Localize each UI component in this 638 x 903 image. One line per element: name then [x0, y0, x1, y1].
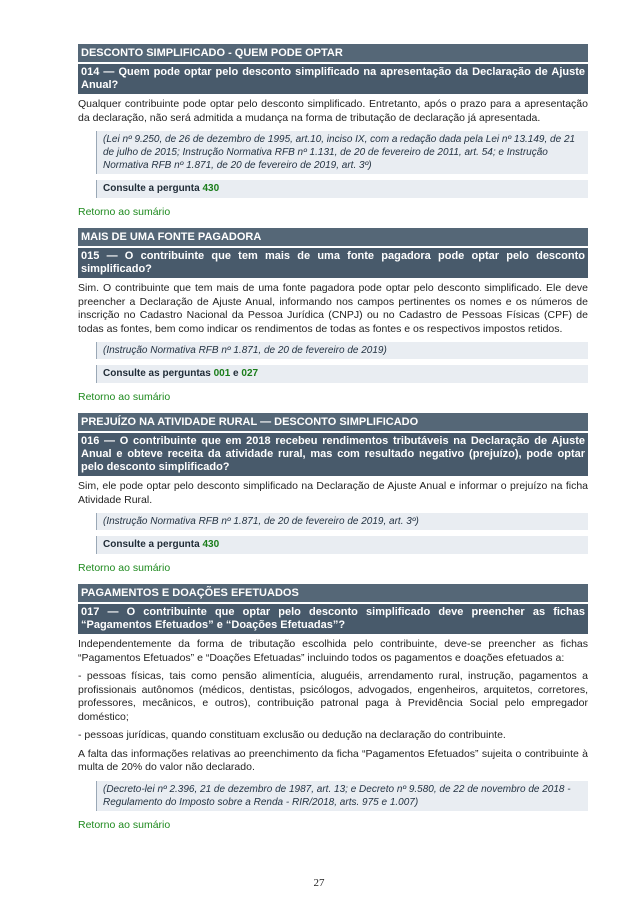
back-to-summary-link[interactable]: Retorno ao sumário: [78, 206, 171, 218]
category-header: DESCONTO SIMPLIFICADO - QUEM PODE OPTAR: [78, 44, 588, 62]
category-header: PREJUÍZO NA ATIVIDADE RURAL — DESCONTO SIMPLIFICADO: [78, 413, 588, 431]
category-header: PAGAMENTOS E DOAÇÕES EFETUADOS: [78, 584, 588, 602]
answer-paragraph: - pessoas físicas, tais como pensão alimentícia, aluguéis, arrendamento rural, instrução, pagamentos a profissionais autônomos (médicos, dentistas, psicólogos, advogados, engenheiros, arquitetos, corretores, professores, mecânicos, e outros), contribuição patronal paga à Previdência Social pelo empregador doméstico;: [78, 670, 588, 723]
question-link-430[interactable]: 430: [202, 183, 220, 194]
consult-note: [96, 180, 588, 198]
legal-reference: (Instrução Normativa RFB nº 1.871, de 20 de fevereiro de 2019, art. 3º): [96, 513, 588, 530]
question-header: 015 — O contribuinte que tem mais de uma fonte pagadora pode optar pelo desconto simplificado?: [78, 248, 588, 278]
question-header: 014 — Quem pode optar pelo desconto simplificado na apresentação da Declaração de Ajuste Anual?: [78, 64, 588, 94]
faq-section-016: [78, 413, 588, 574]
faq-section-015: [78, 228, 588, 403]
question-link-430[interactable]: 430: [202, 539, 220, 550]
legal-reference: (Decreto-lei nº 2.396, 21 de dezembro de 1987, art. 13; e Decreto nº 9.580, de 22 de novembro de 2018 - Regulamento do Imposto sobre a Renda - RIR/2018, arts. 975 e 1.007): [96, 781, 588, 811]
faq-section-017: [78, 584, 588, 831]
consult-prefix: Consulte as perguntas: [103, 368, 214, 379]
consult-note: [96, 536, 588, 554]
answer-paragraph: Sim, ele pode optar pelo desconto simplificado na Declaração de Ajuste Anual e informar o prejuízo na ficha Atividade Rural.: [78, 480, 588, 506]
back-to-summary-link[interactable]: Retorno ao sumário: [78, 562, 171, 574]
consult-note: [96, 365, 588, 383]
question-header: 017 — O contribuinte que optar pelo desconto simplificado deve preencher as fichas “Pagamentos Efetuados” e “Doações Efetuadas”?: [78, 604, 588, 634]
question-link-001[interactable]: 001: [213, 368, 231, 379]
legal-reference: (Lei nº 9.250, de 26 de dezembro de 1995, art.10, inciso IX, com a redação dada pela Lei nº 13.149, de 21 de julho de 2015; Instrução Normativa RFB nº 1.131, de 20 de fevereiro de 2011, art. 54; e Instrução Normativa RFB nº 1.871, de 20 de fevereiro de 2019, art. 3º): [96, 131, 588, 174]
consult-prefix: Consulte a pergunta: [103, 539, 203, 550]
faq-section-014: [78, 44, 588, 218]
answer-text: [78, 98, 588, 125]
document-page: [78, 44, 588, 841]
page-number: 27: [313, 877, 325, 889]
question-header: 016 — O contribuinte que em 2018 recebeu rendimentos tributáveis na Declaração de Ajuste Anual e obteve receita da atividade rural, mas com resultado negativo (prejuízo), pode optar pelo desconto simplificado?: [78, 433, 588, 476]
answer-paragraph: Qualquer contribuinte pode optar pelo desconto simplificado. Entretanto, após o prazo para a apresentação da declaração, não será admitida a mudança na forma de tributação de declaração já apresentada.: [78, 98, 588, 124]
answer-paragraph: - pessoas jurídicas, quando constituam exclusão ou dedução na declaração do contribuinte.: [78, 729, 506, 741]
consult-conjunction: e: [230, 368, 242, 379]
answer-paragraph: Independentemente da forma de tributação escolhida pelo contribuinte, deve-se preencher as fichas “Pagamentos Efetuados” e “Doações Efetuadas” incluindo todos os pagamentos e doações efetuados a:: [78, 638, 588, 664]
back-to-summary-link[interactable]: Retorno ao sumário: [78, 391, 171, 403]
answer-paragraph: A falta das informações relativas ao preenchimento da ficha “Pagamentos Efetuados” sujeita o contribuinte à multa de 20% do valor não declarado.: [78, 747, 588, 773]
category-header: MAIS DE UMA FONTE PAGADORA: [78, 228, 588, 246]
question-link-027[interactable]: 027: [241, 368, 259, 379]
answer-text: [78, 282, 588, 336]
answer-paragraph: Sim. O contribuinte que tem mais de uma fonte pagadora pode optar pelo desconto simplificado. Ele deve preencher a Declaração de Ajuste Anual, informando nos campos pertinentes os nomes e os números de inscrição no Cadastro Nacional da Pessoa Jurídica (CNPJ) ou no Cadastro de Pessoas Físicas (CPF) de todas as fontes, bem como indicar os rendimentos de todas as fontes e os respectivos impostos retidos.: [78, 282, 588, 335]
answer-text: [78, 638, 588, 775]
consult-prefix: Consulte a pergunta: [103, 183, 203, 194]
answer-text: [78, 480, 588, 507]
legal-reference: (Instrução Normativa RFB nº 1.871, de 20 de fevereiro de 2019): [96, 342, 588, 359]
back-to-summary-link[interactable]: Retorno ao sumário: [78, 818, 171, 831]
